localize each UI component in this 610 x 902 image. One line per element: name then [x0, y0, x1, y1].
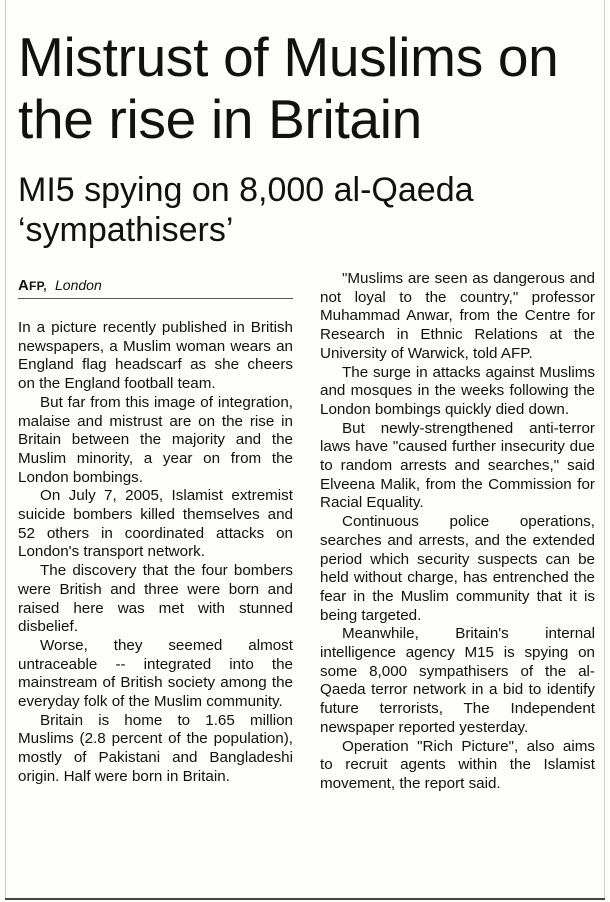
headline: Mistrust of Muslims on the rise in Britain [18, 26, 559, 150]
agency-initial: A [18, 277, 30, 294]
left-column [18, 272, 293, 787]
byline [18, 272, 293, 299]
paragraph: The surge in attacks against Muslims and mosques in the weeks following the London bombings quickly died down. [320, 363, 595, 418]
agency-name [18, 277, 47, 294]
paragraph: Operation "Rich Picture", also aims to recruit agents within the Islamist movement, the report said. [320, 737, 595, 792]
paragraph: In a picture recently published in British newspapers, a Muslim woman wears an England flag headscarf as she cheers on the England football team. [18, 319, 293, 393]
paragraph: But newly-strengthened anti-terror laws have "caused further insecurity due to random arrests and searches," said Elveena Malik, from the Commission for Racial Equality. [320, 419, 595, 512]
paragraph: The discovery that the four bombers were British and three were born and raised here was met with stunned disbelief. [18, 562, 293, 636]
paragraph: Meanwhile, Britain's internal intelligence agency M15 is spying on some 8,000 sympathisers of the al-Qaeda terror network in a bid to identify future terrorists, The Independent newspaper reported yesterday. [320, 625, 595, 736]
paragraph: On July 7, 2005, Islamist extremist suicide bombers killed themselves and 52 others in coordinated attacks on London's transport network. [18, 487, 293, 561]
right-column [320, 270, 595, 794]
paragraph: Worse, they seemed almost untraceable -- integrated into the mainstream of British society among the everyday folk of the Muslim community. [18, 636, 293, 711]
paragraph: Britain is home to 1.65 million Muslims (2.8 percent of the population), mostly of Pakistani and Bangladeshi origin. Half were born in Britain. [18, 711, 293, 785]
agency-rest: FP, [29, 279, 47, 293]
deck-subheadline: MI5 spying on 8,000 al-Qaeda ‘sympathisers’ [18, 171, 474, 249]
dateline-location: London [55, 277, 102, 293]
paragraph: "Muslims are seen as dangerous and not loyal to the country," professor Muhammad Anwar, from the Centre for Research in Ethnic Relations at the University of Warwick, told AFP. [320, 270, 595, 362]
bottom-rule [5, 898, 605, 900]
paragraph: But far from this image of integration, malaise and mistrust are on the rise in Britain between the majority and the Muslim minority, a year on from the London bombings. [18, 393, 293, 486]
paragraph: Continuous police operations, searches and arrests, and the extended period which security suspects can be held without charge, has entrenched the fear in the Muslim community that it is being targeted. [320, 513, 595, 624]
